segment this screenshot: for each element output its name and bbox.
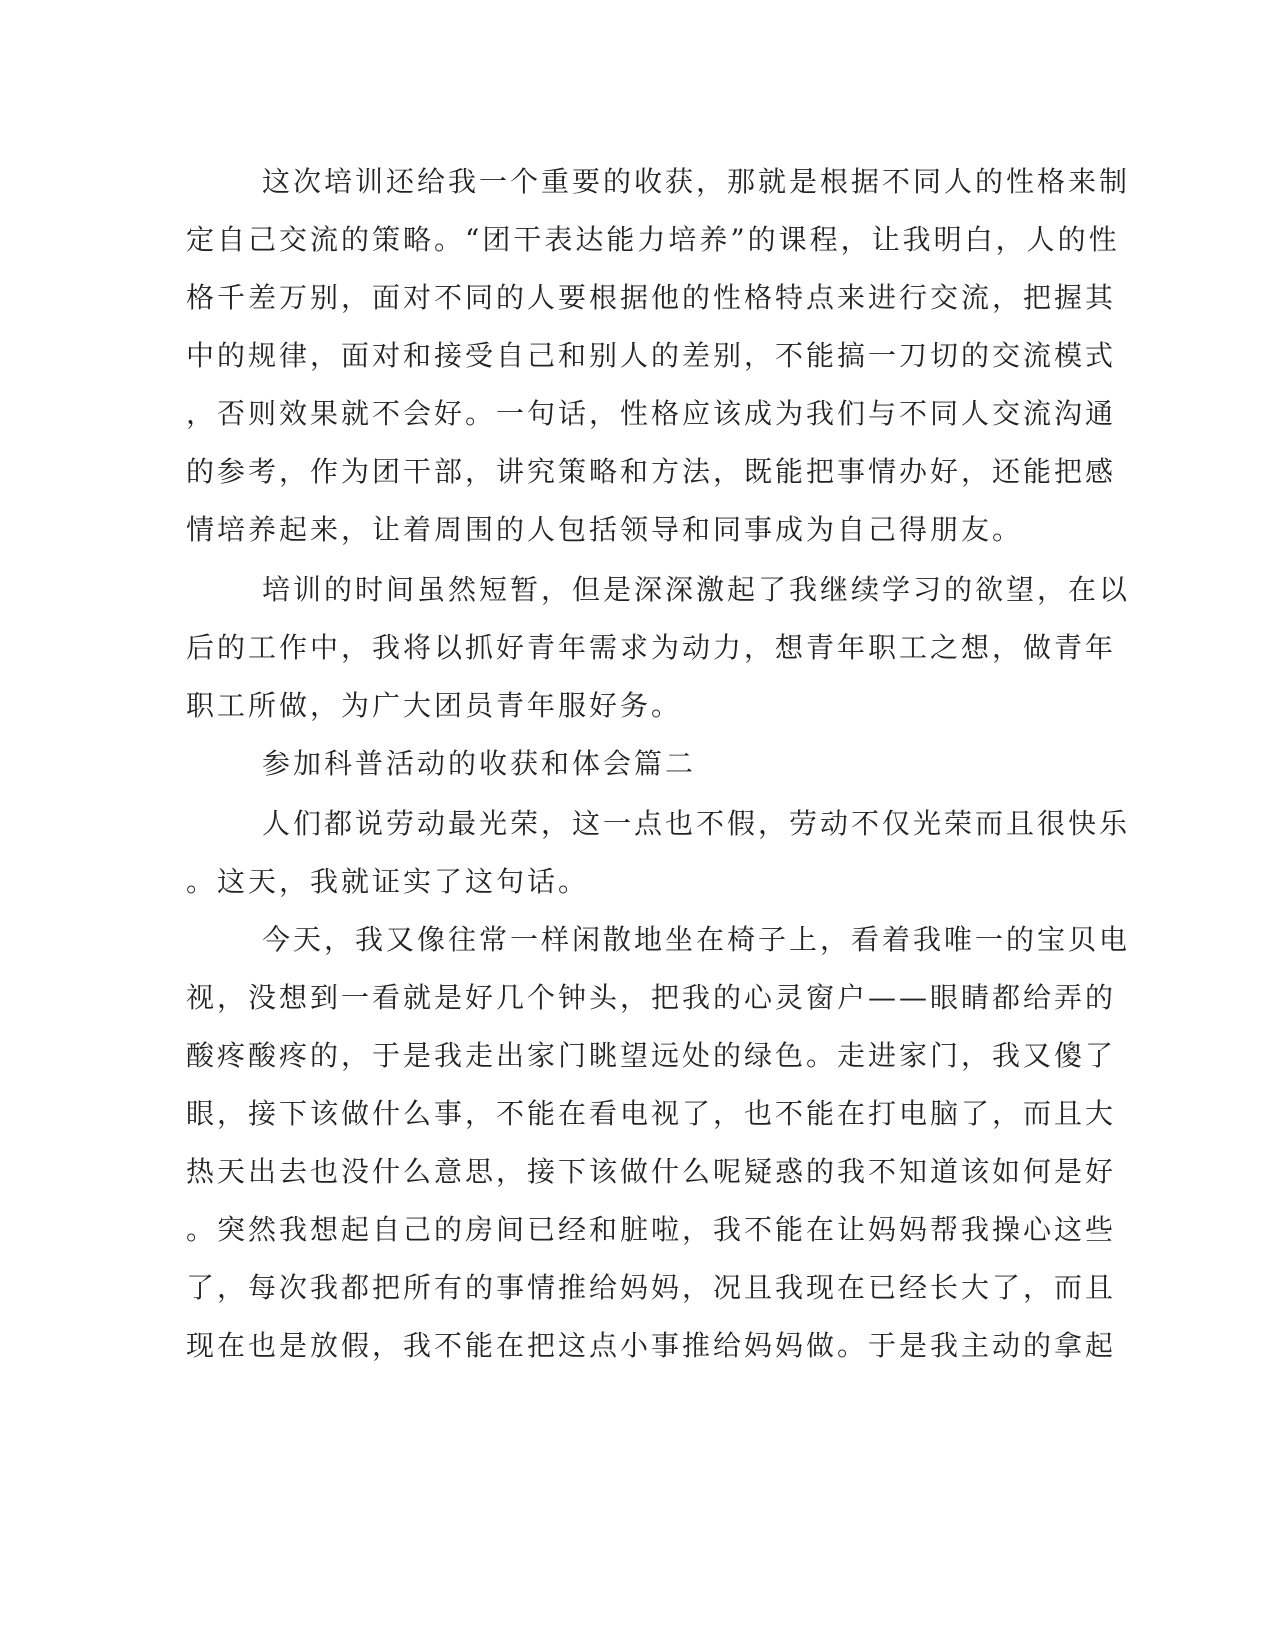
- text-line: ，否则效果就不会好。一句话，性格应该成为我们与不同人交流沟通: [186, 397, 1117, 430]
- text-line: 人们都说劳动最光荣，这一点也不假，劳动不仅光荣而且很快乐: [262, 807, 1131, 840]
- text-line: 眼，接下该做什么事，不能在看电视了，也不能在打电脑了，而且大: [186, 1097, 1117, 1130]
- text-line: 现在也是放假，我不能在把这点小事推给妈妈做。于是我主动的拿起: [186, 1329, 1117, 1362]
- text-line: 视，没想到一看就是好几个钟头，把我的心灵窗户——眼睛都给弄的: [186, 981, 1117, 1014]
- text-line: 后的工作中，我将以抓好青年需求为动力，想青年职工之想，做青年: [186, 631, 1117, 664]
- text-line: 的参考，作为团干部，讲究策略和方法，既能把事情办好，还能把感: [186, 455, 1117, 488]
- text-line: 今天，我又像往常一样闲散地坐在椅子上，看着我唯一的宝贝电: [262, 923, 1131, 956]
- text-line: 格千差万别，面对不同的人要根据他的性格特点来进行交流，把握其: [186, 281, 1117, 314]
- text-line: 热天出去也没什么意思，接下该做什么呢疑惑的我不知道该如何是好: [186, 1155, 1117, 1188]
- text-line: 定自己交流的策略。“团干表达能力培养”的课程，让我明白，人的性: [186, 223, 1120, 256]
- section-heading: 参加科普活动的收获和体会篇二: [262, 747, 697, 780]
- text-line: 了，每次我都把所有的事情推给妈妈，况且我现在已经长大了，而且: [186, 1271, 1117, 1304]
- text-line: 。这天，我就证实了这句话。: [186, 865, 590, 898]
- text-line: 情培养起来，让着周围的人包括领导和同事成为自己得朋友。: [186, 513, 1024, 546]
- text-line: 这次培训还给我一个重要的收获，那就是根据不同人的性格来制: [262, 165, 1131, 198]
- text-line: 。突然我想起自己的房间已经和脏啦，我不能在让妈妈帮我操心这些: [186, 1213, 1117, 1246]
- text-line: 中的规律，面对和接受自己和别人的差别，不能搞一刀切的交流模式: [186, 339, 1117, 372]
- text-line: 培训的时间虽然短暂，但是深深激起了我继续学习的欲望，在以: [262, 573, 1131, 606]
- text-line: 酸疼酸疼的，于是我走出家门眺望远处的绿色。走进家门，我又傻了: [186, 1039, 1117, 1072]
- text-line: 职工所做，为广大团员青年服好务。: [186, 689, 683, 722]
